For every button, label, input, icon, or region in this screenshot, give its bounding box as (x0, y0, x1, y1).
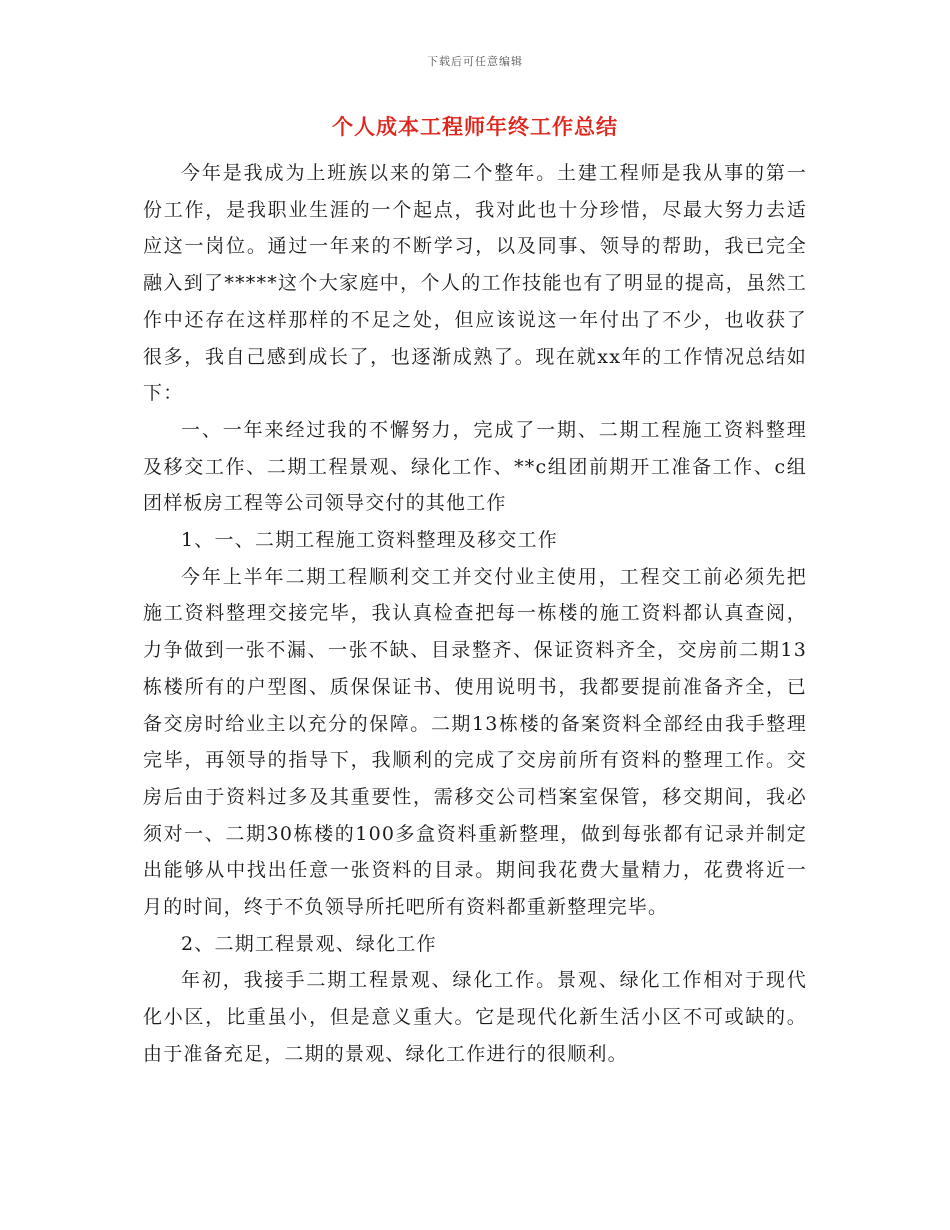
paragraph-intro: 今年是我成为上班族以来的第二个整年。土建工程师是我从事的第一份工作，是我职业生涯的一个起点，我对此也十分珍惜，尽最大努力去适应这一岗位。通过一年来的不断学习，以及同事、领导的帮助，我已完全融入到了*****这个大家庭中，个人的工作技能也有了明显的提高，虽然工作中还存在这样那样的不足之处，但应该说这一年付出了不少，也收获了很多，我自己感到成长了，也逐渐成熟了。现在就xx年的工作情况总结如下： (143, 162, 807, 405)
paragraph-section-one: 一、一年来经过我的不懈努力，完成了一期、二期工程施工资料整理及移交工作、二期工程景观、绿化工作、**c组团前期开工准备工作、c组团样板房工程等公司领导交付的其他工作 (143, 418, 807, 515)
document-title: 个人成本工程师年终工作总结 (332, 115, 618, 139)
paragraph-heading-2: 2、二期工程景观、绿化工作 (181, 932, 437, 955)
download-note: 下载后可任意编辑 (427, 55, 523, 68)
paragraph-landscape-work: 年初，我接手二期工程景观、绿化工作。景观、绿化工作相对于现代化小区，比重虽小，但是意义重大。它是现代化新生活小区不可或缺的。由于准备充足，二期的景观、绿化工作进行的很顺利。 (143, 969, 807, 1065)
document-body (143, 155, 807, 1073)
paragraph-heading-1: 1、一、二期工程施工资料整理及移交工作 (181, 529, 558, 552)
paragraph-archive-work: 今年上半年二期工程顺利交工并交付业主使用，工程交工前必须先把施工资料整理交接完毕，我认真检查把每一栋楼的施工资料都认真查阅，力争做到一张不漏、一张不缺、目录整齐、保证资料齐全，交房前二期13栋楼所有的户型图、质保保证书、使用说明书，我都要提前准备齐全，已备交房时给业主以充分的保障。二期13栋楼的备案资料全部经由我手整理完毕，再领导的指导下，我顺利的完成了交房前所有资料的整理工作。交房后由于资料过多及其重要性，需移交公司档案室保管，移交期间，我必须对一、二期30栋楼的100多盒资料重新整理，做到每张都有记录并制定出能够从中找出任意一张资料的目录。期间我花费大量精力，花费将近一月的时间，终于不负领导所托吧所有资料都重新整理完毕。 (143, 565, 807, 919)
